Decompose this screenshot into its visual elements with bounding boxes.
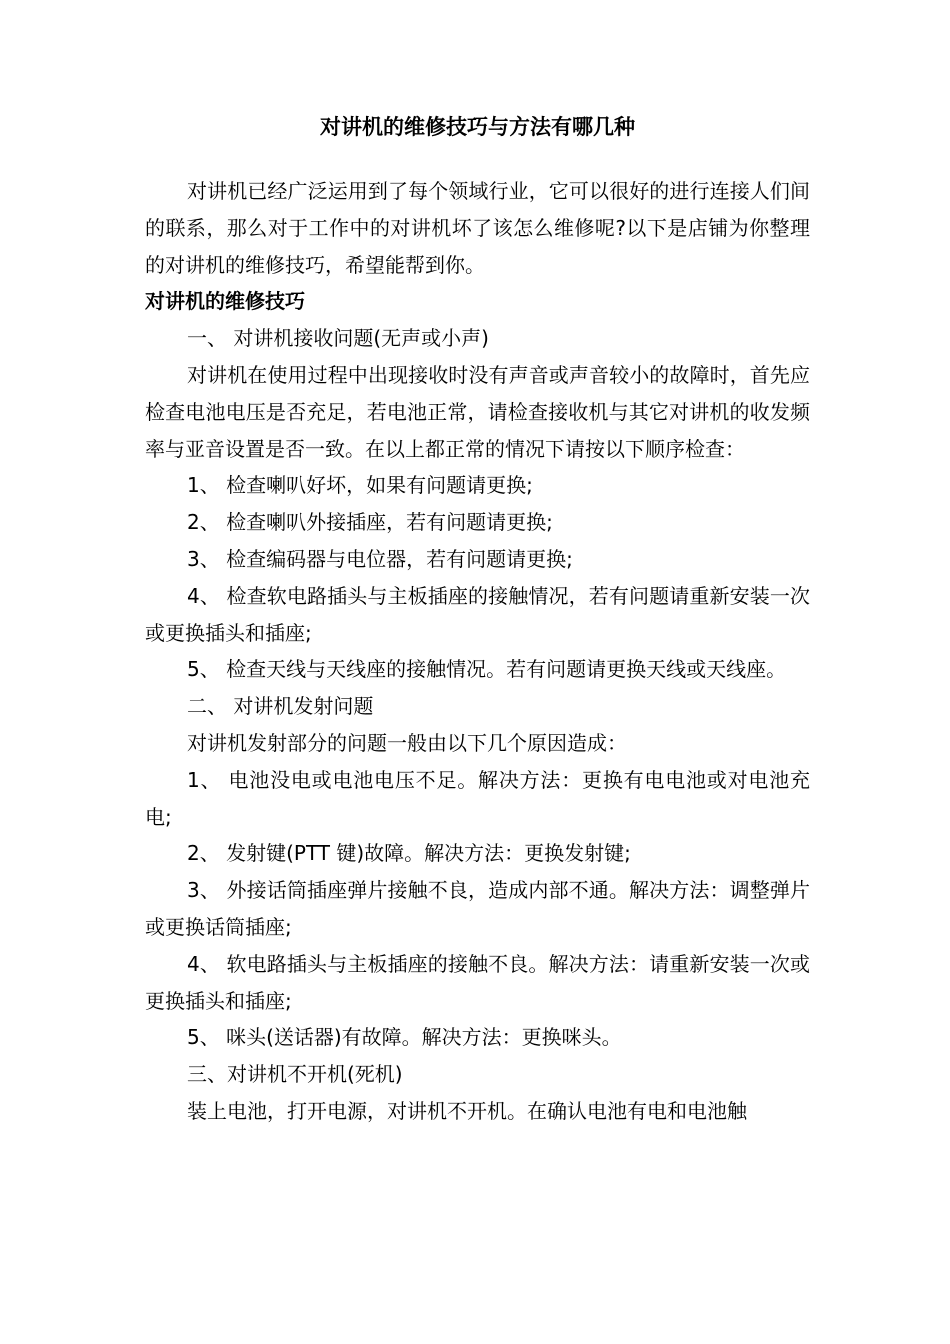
document-body — [145, 173, 810, 1130]
list-item: 5、 咪头(送话器)有故障。解决方法：更换咪头。 — [187, 1025, 622, 1050]
list-item: 1、 检查喇叭好坏，如果有问题请更换; — [187, 473, 533, 498]
receive-paragraph: 对讲机在使用过程中出现接收时没有声音或声音较小的故障时，首先应检查电池电压是否充足，若电池正常，请检查接收机与其它对讲机的收发频率与亚音设置是否一致。在以上都正常的情况下请按以下顺序检查： — [145, 362, 810, 461]
list-item: 3、 检查编码器与电位器，若有问题请更换; — [187, 546, 573, 571]
list-item: 2、 检查喇叭外接插座，若有问题请更换; — [187, 510, 553, 535]
intro-paragraph: 对讲机已经广泛运用到了每个领域行业，它可以很好的进行连接人们间的联系，那么对于工作中的对讲机坏了该怎么维修呢?以下是店铺为你整理的对讲机的维修技巧，希望能帮到你。 — [145, 179, 810, 277]
list-item: 1、 电池没电或电池电压不足。解决方法：更换有电电池或对电池充电; — [145, 767, 810, 829]
transmit-paragraph: 对讲机发射部分的问题一般由以下几个原因造成： — [187, 730, 627, 755]
list-item: 2、 发射键(PTT 键)故障。解决方法：更换发射键; — [187, 841, 631, 866]
list-item: 5、 检查天线与天线座的接触情况。若有问题请更换天线或天线座。 — [187, 657, 787, 682]
list-item: 4、 检查软电路插头与主板插座的接触情况，若有问题请重新安装一次或更换插头和插座; — [145, 583, 810, 645]
subsection-heading-receive: 一、 对讲机接收问题(无声或小声) — [187, 326, 489, 351]
document-title: 对讲机的维修技巧与方法有哪几种 — [320, 115, 635, 139]
list-item: 3、 外接话筒插座弹片接触不良，造成内部不通。解决方法：调整弹片或更换话筒插座; — [145, 878, 810, 939]
section-heading: 对讲机的维修技巧 — [145, 289, 305, 314]
subsection-heading-transmit: 二、 对讲机发射问题 — [187, 694, 374, 719]
list-item: 4、 软电路插头与主板插座的接触不良。解决方法：请重新安装一次或更换插头和插座; — [145, 951, 810, 1013]
power-paragraph: 装上电池，打开电源，对讲机不开机。在确认电池有电和电池触 — [187, 1098, 747, 1123]
subsection-heading-power: 三、对讲机不开机(死机) — [187, 1062, 403, 1087]
